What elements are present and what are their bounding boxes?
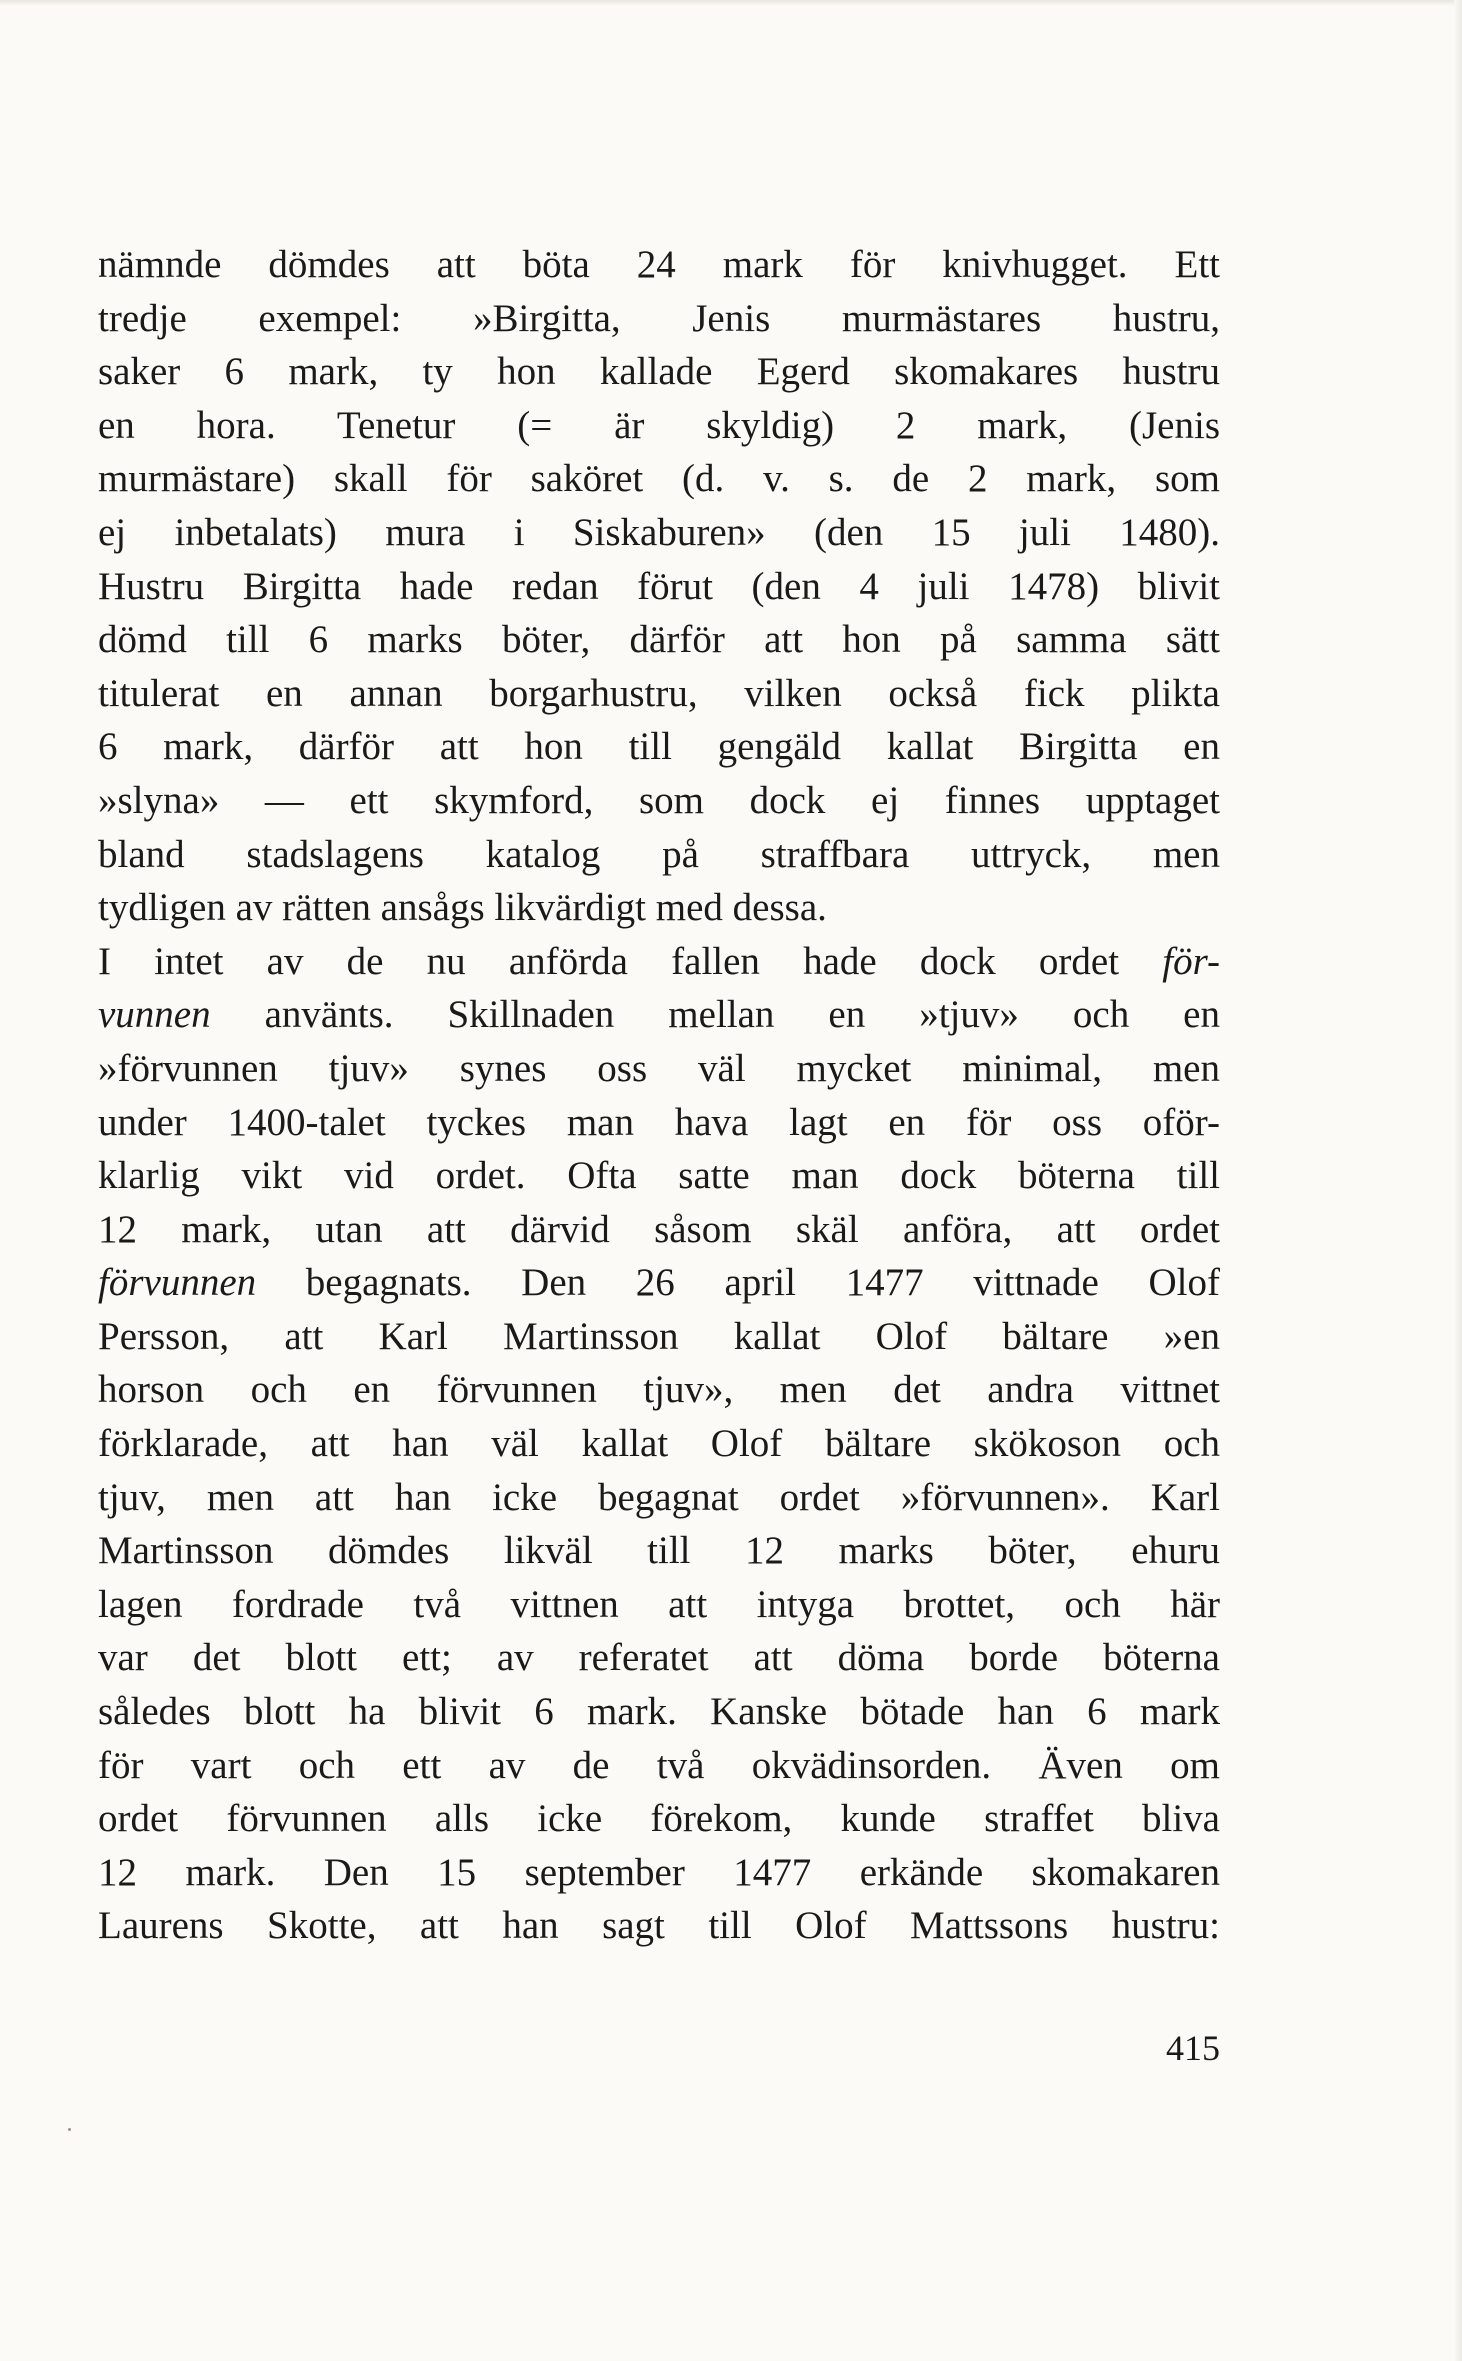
text-line: ordet förvunnen alls icke förekom, kunde straffet bliva (98, 1797, 1220, 1841)
text-line: 6 mark, därför att hon till gengäld kallat Birgitta en (98, 725, 1220, 769)
text-line: tydligen av rätten ansågs likvärdigt med dessa. (98, 886, 827, 930)
text-line: förklarade, att han väl kallat Olof bältare skökoson och (98, 1422, 1220, 1466)
text-line: 12 mark, utan att därvid såsom skäl anföra, att ordet (98, 1207, 1220, 1251)
text-line: för vart och ett av de två okvädinsorden. Även om (98, 1743, 1220, 1787)
page-edge-right (1454, 0, 1462, 2361)
text-line: lagen fordrade två vittnen att intyga brottet, och här (98, 1582, 1220, 1626)
italic-word: för- (1162, 939, 1220, 983)
text-line: Martinsson dömdes likväl till 12 marks böter, ehuru (98, 1529, 1220, 1573)
italic-word: förvunnen (98, 1261, 257, 1305)
page-number: 415 (1166, 2028, 1220, 2068)
text-line: murmästare) skall för saköret (d. v. s. de 2 mark, som (98, 457, 1220, 501)
text-line: således blott ha blivit 6 mark. Kanske bötade han 6 mark (98, 1690, 1220, 1734)
text-line: klarlig vikt vid ordet. Ofta satte man dock böterna till (98, 1154, 1220, 1198)
text-line: Laurens Skotte, att han sagt till Olof Mattssons hustru: (98, 1904, 1220, 1948)
text-line: en hora. Tenetur (= är skyldig) 2 mark, (Jenis (98, 403, 1220, 447)
body-text (98, 238, 1220, 1953)
text-line: »slyna» — ett skymford, som dock ej finnes upptaget (98, 778, 1220, 822)
text-segment: använts. Skillnaden mellan en »tjuv» och en (210, 993, 1220, 1037)
text-line: nämnde dömdes att böta 24 mark för knivhugget. Ett (98, 243, 1220, 286)
text-line: horson och en förvunnen tjuv», men det andra vittnet (98, 1368, 1220, 1412)
text-line (98, 935, 1220, 989)
text-line: bland stadslagens katalog på straffbara uttryck, men (98, 832, 1220, 876)
text-line: titulerat en annan borgarhustru, vilken också fick plikta (98, 671, 1220, 715)
text-line: tredje exempel: »Birgitta, Jenis murmästares hustru, (98, 296, 1220, 340)
text-line (98, 1256, 1220, 1310)
text-line (98, 988, 1220, 1042)
text-line: »förvunnen tjuv» synes oss väl mycket minimal, men (98, 1046, 1220, 1090)
page-edge-top (0, 0, 1462, 6)
text-line: dömd till 6 marks böter, därför att hon på samma sätt (98, 618, 1220, 662)
text-line: Hustru Birgitta hade redan förut (den 4 juli 1478) blivit (98, 564, 1220, 608)
text-line: tjuv, men att han icke begagnat ordet »förvunnen». Karl (98, 1475, 1220, 1519)
text-line: ej inbetalats) mura i Siskaburen» (den 15 juli 1480). (98, 510, 1220, 554)
text-line: under 1400-talet tyckes man hava lagt en för oss oför- (98, 1100, 1220, 1144)
text-segment: I intet av de nu anförda fallen hade dock ordet (98, 939, 1163, 983)
text-segment: begagnats. Den 26 april 1477 vittnade Olof (256, 1261, 1220, 1305)
text-line: Persson, att Karl Martinsson kallat Olof bältare »en (98, 1314, 1220, 1358)
text-line: 12 mark. Den 15 september 1477 erkände skomakaren (98, 1850, 1220, 1894)
text-line: saker 6 mark, ty hon kallade Egerd skomakares hustru (98, 350, 1220, 394)
text-line: var det blott ett; av referatet att döma borde böterna (98, 1636, 1220, 1680)
italic-word: vunnen (98, 993, 211, 1037)
print-speck (68, 2128, 71, 2131)
